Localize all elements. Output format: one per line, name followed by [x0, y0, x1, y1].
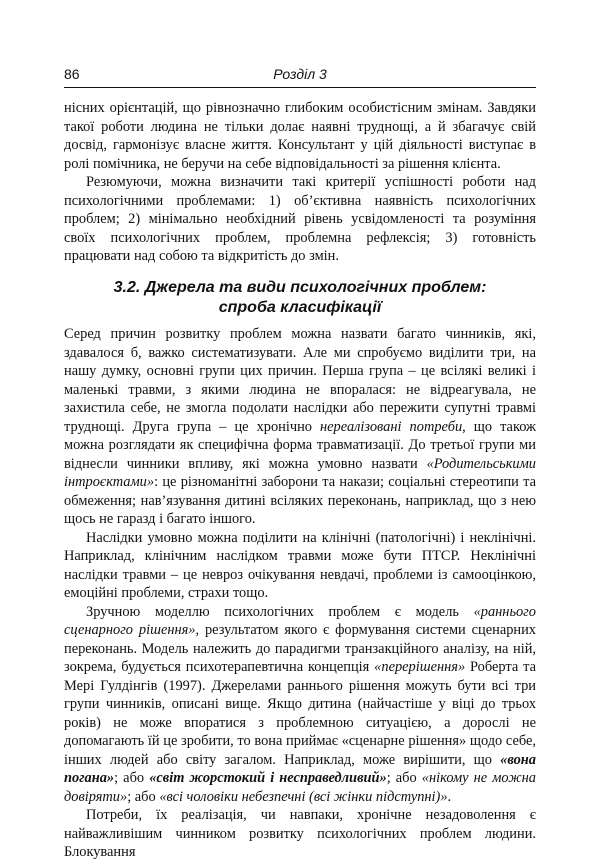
- section-heading: [64, 278, 536, 318]
- section-heading-line-1: 3.2. Джерела та види психологічних проблем:: [113, 279, 487, 296]
- paragraph-causes: Серед причин розвитку проблем можна назвати багато чинників, які, здавалося б, важко систематизувати. Але ми спробуємо виділити три, на нашу думку, основні групи цих причин. Перша група – це всілякі великі і маленькі травми, з якими людина не впоралася: не відреагувала, не захистила себе, не змогла подолати наслідки або пережити супутні травмі труднощі. Друга група – це хронічно нереалізовані потреби, що також можна розглядати як специфічна форма травматизації. До третьої групи ми віднесли чинники впливу, які можна умовно назвати «Родительськими інтроєктами»: це різноманітні заборони та накази; соціальні стереотипи та обмеження; нав’язування дитині всіляких переконань, наприклад, що з нею щось не гаразд і багато іншого.: [64, 326, 536, 527]
- emphasis-introjects: «Родительськими інтроєктами»: [64, 455, 536, 490]
- page-number: 86: [64, 66, 80, 82]
- intro-text: [64, 99, 536, 266]
- emphasis-unmet-needs: нереалізовані потреби: [320, 418, 463, 435]
- paragraph-script-model: Зручною моделлю психологічних проблем є модель «раннього сценарного рішення», результатом якого є формування системи сценарних переконань. Модель належить до парадигми транзакційного аналізу, на ній, зокрема, будується психотерапевтична концепція «перерішення» Роберта та Мері Гулдінгів (1997). Джерелами раннього рішення можуть бути всі три групи чинників, описані вище. Якщо дитина (найчастіше у віці до трьох років) не може впоратися з проблемною ситуацією, а дорослі не допомагають їй це зробити, то вона приймає «сценарне рішення» щодо себе, інших людей або світу загалом. Наприклад, може вирішити, що «вона погана»; або «світ жорстокий і несправедливий»; або «нікому не можна довіряти»; або «всі чоловіки небезпечні (всі жінки підступні)».: [64, 603, 536, 805]
- emphasis-redecision: «перерішення»: [374, 659, 466, 675]
- paragraph-needs: Потреби, їх реалізація, чи навпаки, хронічне незадоволення є найважливішим чинником розвитку психологічних проблем людини. Блокування: [64, 807, 536, 860]
- paragraph-consequences: Наслідки умовно можна поділити на клінічні (патологічні) і неклінічні. Наприклад, клінічним наслідком травми може бути ПТСР. Неклінічні наслідки травми – це невроз очікування невдачі, проблеми із самооцінкою, емоційні проблеми, страхи тощо.: [64, 529, 536, 601]
- section-heading-line-2: спроба класифікації: [218, 299, 382, 316]
- emphasis-she-is-bad: «вона погана»: [64, 751, 536, 786]
- emphasis-early-decision: «раннього сценарного рішення»: [64, 603, 536, 638]
- page-header: [64, 66, 536, 86]
- intro-paragraph-1: нісних орієнтацій, що рівнозначно глибоким особистісним змінам. Завдяки такої роботи людина не тільки долає наявні труднощі, а й збагачує свій досвід, гармонізує власне життя. Консультант у цій діяльності виступає в ролі помічника, не беручи на себе відповідальності за рішення клієнта.: [64, 100, 536, 172]
- running-head: Розділ 3: [273, 66, 327, 82]
- emphasis-world-cruel: «світ жорстокий і несправедливий»: [149, 770, 387, 786]
- section-body: [64, 325, 536, 862]
- intro-paragraph-2: Резюмуючи, можна визначити такі критерії успішності роботи над психологічними проблемами: 1) об’єктивна наявність психологічних проблем; 2) мінімально необхідний рівень усвідомленості та розуміння своїх психологічних проблем, проблемна рефлексія; 3) готовність працювати над собою та відкритість до змін.: [64, 174, 536, 264]
- header-rule: [64, 87, 536, 88]
- emphasis-trust-nobody: «нікому не можна довіряти»: [64, 770, 536, 805]
- emphasis-men-dangerous: «всі чоловіки небезпечні (всі жінки підступні)»: [159, 788, 448, 805]
